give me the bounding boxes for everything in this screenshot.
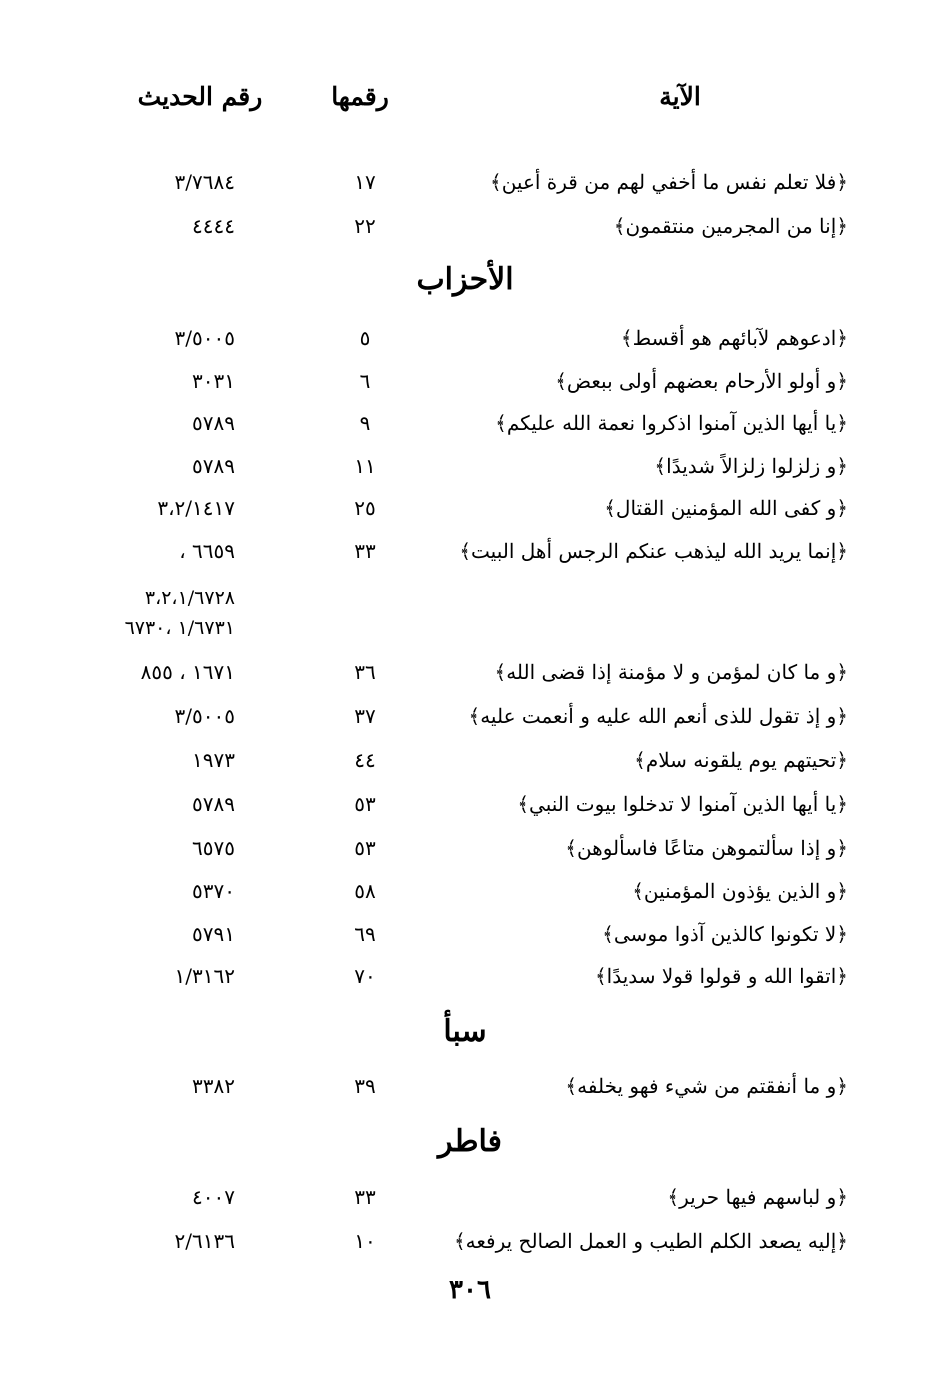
- verse-number: ٣٦: [354, 660, 376, 684]
- verse-text: ﴿يا أيها الذين آمنوا اذكروا نعمة الله عليكم﴾: [495, 411, 848, 435]
- verse-number: ٣٣: [354, 1185, 376, 1209]
- hadith-number: ١٦٧١ ، ٨٥٥: [140, 660, 235, 684]
- verse-text: ﴿إنا من المجرمين منتقمون﴾: [613, 214, 848, 238]
- verse-text: ﴿ادعوهم لآبائهم هو أقسط﴾: [620, 326, 848, 350]
- verse-text: ﴿إنما يريد الله ليذهب عنكم الرجس أهل البيت﴾: [459, 539, 848, 563]
- surah-title-fatir: فاطر: [438, 1124, 502, 1159]
- hadith-number: ٣/٥٠٠٥: [174, 326, 235, 350]
- table-row: [0, 956, 940, 996]
- hadith-number: ٥٧٨٩: [192, 454, 235, 478]
- verse-number: ٤٤: [354, 748, 376, 772]
- verse-number: ١١: [354, 454, 376, 478]
- verse-number: ٧٠: [354, 964, 376, 988]
- verse-text: ﴿و إذ تقول للذى أنعم الله عليه و أنعمت عليه﴾: [468, 704, 848, 728]
- verse-number: ٢٢: [354, 214, 376, 238]
- hadith-number: ٥٧٨٩: [192, 792, 235, 816]
- verse-text: ﴿اتقوا الله و قولوا قولا سديدًا﴾: [594, 964, 848, 988]
- hadith-number: ٣٠٣١: [192, 369, 235, 393]
- verse-number: ٩: [359, 411, 371, 435]
- table-row: [0, 1177, 940, 1217]
- verse-text: ﴿و كفى الله المؤمنين القتال﴾: [604, 496, 848, 520]
- table-row: [0, 488, 940, 528]
- header-hadith-number: رقم الحديث: [137, 82, 263, 111]
- verse-number: ٦: [359, 369, 371, 393]
- hadith-number: ٣٣٨٢: [192, 1074, 235, 1098]
- verse-number: ١٠: [354, 1229, 376, 1253]
- verse-number: ١٧: [354, 170, 376, 194]
- verse-text: ﴿و زلزلوا زلزالاً شديدًا﴾: [654, 454, 848, 478]
- verse-text: ﴿إليه يصعد الكلم الطيب و العمل الصالح يرفعه﴾: [453, 1229, 848, 1253]
- verse-text: ﴿و الذين يؤذون المؤمنين﴾: [632, 879, 848, 903]
- hadith-number: ٥٧٩١: [192, 922, 235, 946]
- hadith-number: ١٩٧٣: [192, 748, 235, 772]
- hadith-number: ٤٤٤٤: [192, 214, 235, 238]
- hadith-number: ، ٦٦٥٩: [179, 539, 235, 563]
- verse-text: ﴿تحيتهم يوم يلقونه سلام﴾: [634, 748, 848, 772]
- table-row: [0, 531, 940, 571]
- hadith-number: ٥٣٧٠: [192, 879, 235, 903]
- table-row: [0, 446, 940, 486]
- verse-text: ﴿و أولو الأرحام بعضهم أولى ببعض﴾: [555, 369, 848, 393]
- hadith-number-continuation: [40, 583, 235, 643]
- hadith-number: ٣،٢/١٤١٧: [157, 496, 235, 520]
- verse-text: ﴿يا أيها الذين آمنوا لا تدخلوا بيوت النبي﴾: [517, 792, 848, 816]
- table-row: [0, 318, 940, 358]
- table-row: [0, 696, 940, 736]
- hadith-continuation-line: ٣،٢،١/٦٧٢٨: [144, 587, 235, 609]
- hadith-continuation-line: ١/٦٧٣١ ،٦٧٣٠: [124, 617, 235, 639]
- verse-number: ٣٣: [354, 539, 376, 563]
- hadith-number: ١/٣١٦٢: [174, 964, 235, 988]
- verse-number: ٥٣: [354, 792, 376, 816]
- hadith-number: ٤٠٠٧: [192, 1185, 235, 1209]
- page-number: ٣٠٦: [449, 1275, 491, 1305]
- table-row: [0, 1066, 940, 1106]
- verse-text: ﴿و ما كان لمؤمن و لا مؤمنة إذا قضى الله﴾: [494, 660, 848, 684]
- table-row: [0, 403, 940, 443]
- verse-number: ٥: [359, 326, 371, 350]
- table-row: [0, 914, 940, 954]
- verse-number: ٦٩: [354, 922, 376, 946]
- table-row: [0, 652, 940, 692]
- table-row: [0, 361, 940, 401]
- table-row: [0, 740, 940, 780]
- header-verse-number: رقمها: [331, 82, 389, 111]
- verse-number: ٥٣: [354, 836, 376, 860]
- verse-number: ٢٥: [354, 496, 376, 520]
- hadith-number: ٣/٥٠٠٥: [174, 704, 235, 728]
- verse-text: ﴿لا تكونوا كالذين آذوا موسى﴾: [602, 922, 848, 946]
- verse-text: ﴿و لباسهم فيها حرير﴾: [667, 1185, 848, 1209]
- table-row: [0, 206, 940, 246]
- verse-number: ٣٧: [354, 704, 376, 728]
- verse-number: ٣٩: [354, 1074, 376, 1098]
- table-row: [0, 871, 940, 911]
- hadith-number: ٢/٦١٣٦: [174, 1229, 235, 1253]
- verse-text: ﴿و ما أنفقتم من شيء فهو يخلفه﴾: [565, 1074, 848, 1098]
- hadith-number: ٥٧٨٩: [192, 411, 235, 435]
- table-row: [0, 784, 940, 824]
- verse-number: ٥٨: [354, 879, 376, 903]
- table-row: [0, 1221, 940, 1261]
- verse-text: ﴿و إذا سألتموهن متاعًا فاسألوهن﴾: [565, 836, 848, 860]
- hadith-number: ٣/٧٦٨٤: [174, 170, 235, 194]
- table-row: [0, 828, 940, 868]
- surah-title-saba: سبأ: [443, 1014, 487, 1049]
- verse-text: ﴿فلا تعلم نفس ما أخفي لهم من قرة أعين﴾: [489, 170, 848, 194]
- surah-title-ahzab: الأحزاب: [416, 262, 514, 297]
- hadith-number: ٦٥٧٥: [192, 836, 235, 860]
- header-verse: الآية: [659, 82, 701, 111]
- table-row: [0, 162, 940, 202]
